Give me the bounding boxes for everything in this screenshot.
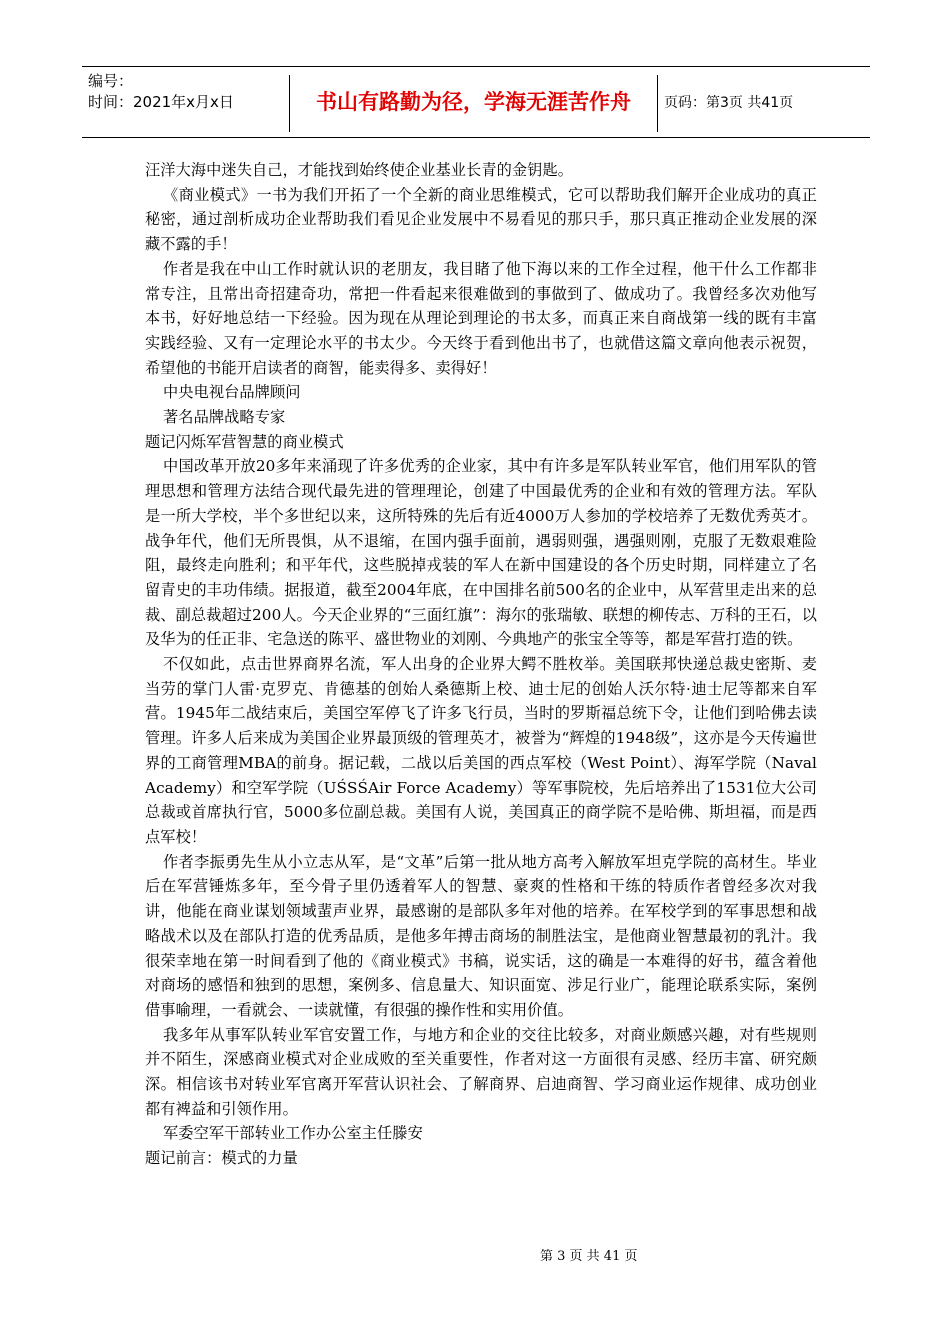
body-paragraph: 题记前言：模式的力量 bbox=[145, 1149, 298, 1168]
page-header bbox=[82, 66, 870, 138]
body-paragraph: 作者是我在中山工作时就认识的老朋友，我目睹了他下海以来的工作全过程，他干什么工作都非常专注，且常出奇招建奇功，常把一件看起来很难做到的事做到了、做成功了。我曾经多次劝他写本书，好好地总结一下经验。因为现在从理论到理论的书太多，而真正来自商战第一线的既有丰富实践经验、又有一定理论水平的书太少。今天终于看到他出书了，也就借这篇文章向他表示祝贺，希望他的书能开启读者的商智，能卖得多、卖得好！ bbox=[145, 259, 817, 377]
body-paragraph: 著名品牌战略专家 bbox=[163, 408, 286, 427]
body-paragraph: 作者李振勇先生从小立志从军，是“文革”后第一批从地方高考入解放军坦克学院的高材生。毕业后在军营锤炼多年，至今骨子里仍透着军人的智慧、豪爽的性格和干练的特质作者曾经多次对我讲，他能在商业谋划领域蜚声业界，最感谢的是部队多年对他的培养。在军校学到的军事思想和战略战术以及在部队打造的优秀品质，是他多年搏击商场的制胜法宝，是他商业智慧最初的乳汁。我很荣幸地在第一时间看到了他的《商业模式》书稿，说实话，这的确是一本难得的好书，蕴含着他对商场的感悟和独到的思想，案例多、信息量大、知识面宽、涉足行业广，能理论联系实际，案例借事喻理，一看就会、一读就懂，有很强的操作性和实用价值。 bbox=[145, 852, 817, 1019]
body-paragraph: 军委空军干部转业工作办公室主任滕安 bbox=[163, 1124, 423, 1143]
body-paragraph: 汪洋大海中迷失自己，才能找到始终使企业基业长青的金钥匙。 bbox=[145, 161, 574, 179]
body-paragraph: 《商业模式》一书为我们开拓了一个全新的商业思维模式，它可以帮助我们解开企业成功的真正秘密，通过剖析成功企业帮助我们看见企业发展中不易看见的那只手，那只真正推动企业发展的深藏不露的手！ bbox=[145, 185, 817, 254]
document-body bbox=[145, 158, 817, 1171]
body-paragraph: 中国改革开放20多年来涌现了许多优秀的企业家，其中有许多是军队转业军官，他们用军队的管理思想和管理方法结合现代最先进的管理理论，创建了中国最优秀的企业和有效的管理方法。军队是一所大学校，半个多世纪以来，这所特殊的先后有近4000万人参加的学校培养了无数优秀英才。战争年代，他们无所畏惧，从不退缩，在国内强手面前，遇弱则强，遇强则刚，克服了无数艰难险阻，最终走向胜利；和平年代，这些脱掉戎装的军人在新中国建设的各个历史时期，同样建立了名留青史的丰功伟绩。据报道，截至2004年底，在中国排名前500名的企业中，从军营里走出来的总裁、副总裁超过200人。今天企业界的“三面红旗”：海尔的张瑞敏、联想的柳传志、万科的王石，以及华为的任正非、宅急送的陈平、盛世物业的刘刚、今典地产的张宝全等等，都是军营打造的铁。 bbox=[145, 457, 817, 649]
body-paragraph: 我多年从事军队转业军官安置工作，与地方和企业的交往比较多，对商业颇感兴趣，对有些规则并不陌生，深感商业模式对企业成败的至关重要性，作者对这一方面很有灵感、经历丰富、研究颇深。相信该书对转业军官离开军营认识社会、了解商界、启迪商智、学习商业运作规律、成功创业都有裨益和引领作用。 bbox=[145, 1025, 817, 1118]
header-left-block bbox=[88, 71, 284, 113]
page-footer: 第 3 页 共 41 页 bbox=[540, 1249, 638, 1264]
body-paragraph: 不仅如此，点击世界商界名流，军人出身的企业界大鳄不胜枚举。美国联邦快递总裁史密斯、麦当劳的掌门人雷·克罗克、肯德基的创始人桑德斯上校、迪士尼的创始人沃尔特·迪士尼等都来自军营。1945年二战结束后，美国空军停飞了许多飞行员，当时的罗斯福总统下令，让他们到哈佛去读管理。许多人后来成为美国企业界最顶级的管理英才，被誉为“辉煌的1948级”，这亦是今天传遍世界的工商管理MBA的前身。据记载，二战以后美国的西点军校（West Point）、海军学院（Naval Academy）和空军学院（UŚSŚAir Force Academy）等军事院校，先后培养出了1531位大公司总裁或首席执行官，5000多位副总裁。美国有人说，美国真正的商学院不是哈佛、斯坦福，而是西点军校！ bbox=[145, 655, 817, 846]
header-divider-right bbox=[657, 75, 658, 132]
document-date-label: 时间：2021年x月x日 bbox=[88, 93, 234, 111]
body-paragraph: 题记闪烁军营智慧的商业模式 bbox=[145, 432, 344, 451]
header-motto: 书山有路勤为径，学海无涯苦作舟 bbox=[316, 90, 631, 114]
document-number-label: 编号： bbox=[88, 72, 134, 90]
body-paragraph: 中央电视台品牌顾问 bbox=[163, 383, 301, 402]
header-page-info: 页码：第3页 共41页 bbox=[664, 95, 794, 111]
